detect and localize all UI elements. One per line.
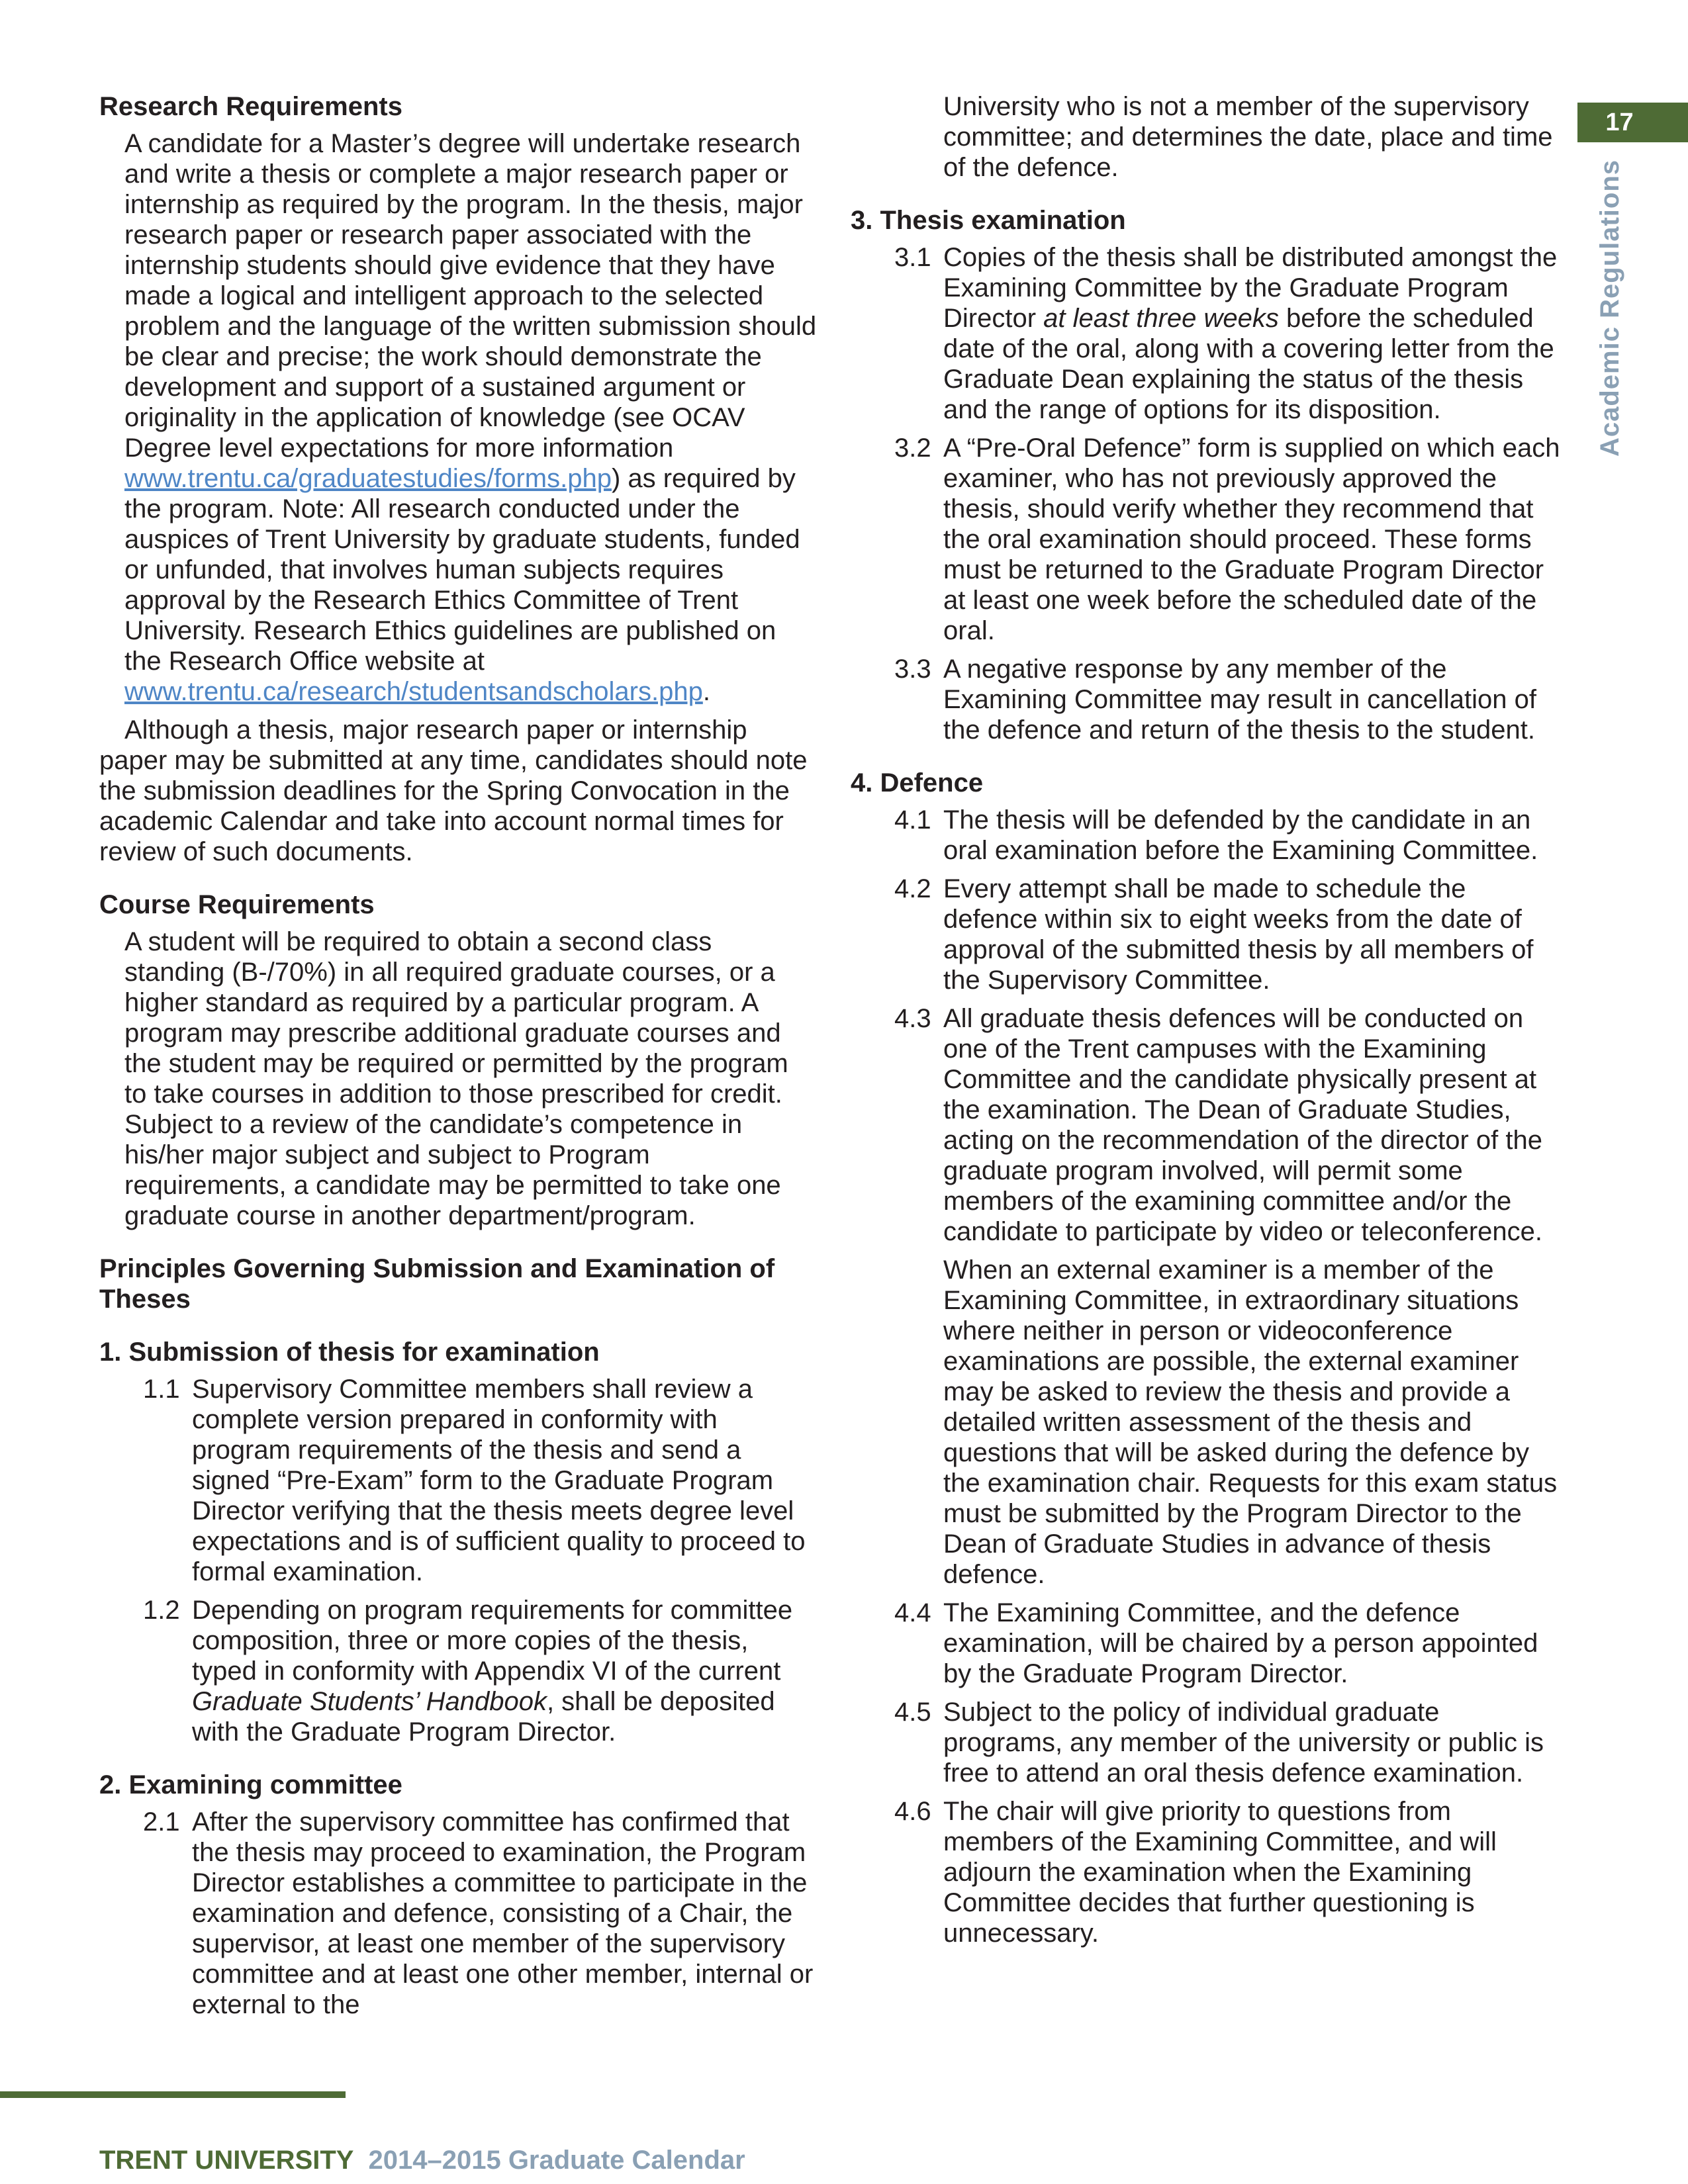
list-item: [851, 1697, 1562, 1788]
research-text-b: ) as required by the program. Note: All research conducted under the auspices of Trent University by graduate students, funded or unfunded, that involves human subjects requires approval by the Research Ethics Committee of Trent University. Research Ethics guidelines are published on the Research Office website at: [124, 464, 800, 676]
item-text: Every attempt shall be made to schedule the defence within six to eight weeks from the date of approval of the submitted thesis by all members of the Supervisory Committee.: [943, 874, 1534, 995]
list-item: [851, 242, 1562, 425]
list-item: [851, 654, 1562, 745]
item-text: Subject to the policy of individual graduate programs, any member of the university or public is free to attend an oral thesis defence examination.: [943, 1698, 1544, 1788]
item-text: The Examining Committee, and the defence examination, will be chaired by a person appointed by the Graduate Program Director.: [943, 1598, 1538, 1688]
item-text: Copies of the thesis shall be distributed amongst the Examining Committee by the Graduate Program Director at least three weeks before the scheduled date of the oral, along with a covering letter from the Graduate Dean explaining the status of the thesis and the range of options for its disposition.: [943, 243, 1558, 424]
item-text: A “Pre-Oral Defence” form is supplied on which each examiner, who has not previously approved the thesis, should verify whether they recommend that the oral examination should proceed. These forms must be returned to the Graduate Program Director at least one week before the scheduled date of the oral.: [943, 433, 1560, 645]
principles-heading: Principles Governing Submission and Examination of Theses: [99, 1254, 775, 1314]
item-text: Depending on program requirements for committee composition, three or more copies of the thesis, typed in conformity with Appendix VI of the current Graduate Students’ Handbook, shall be deposited with the Graduate Program Director.: [192, 1596, 793, 1747]
submission-heading: 1. Submission of thesis for examination: [99, 1338, 600, 1367]
emphasis-text: at least three weeks: [1043, 304, 1279, 333]
item-text: Supervisory Committee members shall review a complete version prepared in conformity with program requirements of the thesis and send a signed “Pre-Exam” form to the Graduate Program Director verifying that the thesis meets degree level expectations and is of sufficient quality to proceed to formal examination.: [192, 1375, 806, 1586]
item-number: 4.5: [894, 1698, 931, 1727]
item-number: 4.1: [894, 805, 931, 835]
thesis-examination-heading: 3. Thesis examination: [851, 206, 1126, 235]
list-item: [99, 1374, 818, 1587]
list-item: [851, 433, 1562, 646]
item-number: 1.2: [143, 1596, 180, 1625]
research-office-link[interactable]: www.trentu.ca/research/studentsandscholars.php: [124, 677, 703, 706]
section-side-label: Academic Regulations: [1595, 159, 1624, 457]
defence-external-examiner-paragraph: When an external examiner is a member of the Examining Committee, in extraordinary situations where neither in person or videoconference examinations are possible, the external examiner may be asked to review the thesis and provide a detailed written assessment of the thesis and questions that will be asked during the defence by the examination chair. Requests for this exam status must be submitted by the Program Director to the Dean of Graduate Studies in advance of thesis defence.: [943, 1255, 1558, 1589]
list-item: [851, 1796, 1562, 1948]
examining-committee-heading: 2. Examining committee: [99, 1770, 402, 1799]
right-column: [851, 91, 1562, 1956]
examining-continued: University who is not a member of the supervisory committee; and determines the date, place and time of the defence.: [943, 92, 1553, 182]
item-text: After the supervisory committee has confirmed that the thesis may proceed to examination, the Program Director establishes a committee to participate in the examination and defence, consisting of a Chair, the supervisor, at least one member of the supervisory committee and at least one other member, internal or external to the: [192, 1807, 814, 2019]
footer-rule: [0, 2091, 346, 2098]
list-item: [851, 1598, 1562, 1689]
item-number: 4.6: [894, 1797, 931, 1826]
left-column: [99, 91, 818, 2028]
course-requirements-heading: Course Requirements: [99, 890, 375, 919]
course-paragraph: A student will be required to obtain a second class standing (B-/70%) in all required graduate courses, or a higher standard as required by a particular program. A program may prescribe additional graduate courses and the student may be required or permitted by the program to take courses in addition to those prescribed for credit. Subject to a review of the candidate’s competence in his/her major subject and subject to Program requirements, a candidate may be permitted to take one graduate course in another department/program.: [124, 927, 788, 1230]
item-number: 4.4: [894, 1598, 931, 1627]
item-text: The chair will give priority to questions from members of the Examining Committee, and will adjourn the examination when the Examining Committee decides that further questioning is unnecessary.: [943, 1797, 1497, 1948]
item-number: 3.2: [894, 433, 931, 463]
item-number: 2.1: [143, 1807, 180, 1837]
list-item: [851, 1003, 1562, 1247]
handbook-title: Graduate Students’ Handbook: [192, 1687, 547, 1716]
research-requirements-heading: Research Requirements: [99, 92, 402, 121]
item-number: 3.3: [894, 655, 931, 684]
research-paragraph-2: Although a thesis, major research paper or internship paper may be submitted at any time, candidates should note the submission deadlines for the Spring Convocation in the academic Calendar and take into account normal times for review of such documents.: [99, 715, 808, 866]
item-text: The thesis will be defended by the candidate in an oral examination before the Examining Committee.: [943, 805, 1538, 865]
list-item: [851, 874, 1562, 995]
item-text: A negative response by any member of the Examining Committee may result in cancellation of the defence and return of the thesis to the student.: [943, 655, 1536, 745]
page-number: 17: [1577, 103, 1688, 142]
item-number: 3.1: [894, 243, 931, 272]
list-item: [99, 1595, 818, 1747]
item-number: 4.2: [894, 874, 931, 903]
list-item: [851, 805, 1562, 866]
footer-calendar: 2014–2015 Graduate Calendar: [368, 2146, 745, 2175]
research-text-c: .: [702, 677, 710, 706]
footer: [99, 2146, 745, 2175]
research-text-a: A candidate for a Master’s degree will undertake research and write a thesis or complete a major research paper or internship as required by the program. In the thesis, major research paper or research paper associated with the internship students should give evidence that they have made a logical and intelligent approach to the selected problem and the language of the written submission should be clear and precise; the work should demonstrate the development and support of a sustained argument or originality in the application of knowledge (see OCAV Degree level expectations for more information: [124, 129, 817, 463]
list-item: [99, 1807, 818, 2020]
forms-link[interactable]: www.trentu.ca/graduatestudies/forms.php: [124, 464, 612, 493]
item-number: 1.1: [143, 1375, 180, 1404]
item-text: All graduate thesis defences will be conducted on one of the Trent campuses with the Examining Committee and the candidate physically present at the examination. The Dean of Graduate Studies, acting on the recommendation of the director of the graduate program involved, will permit some members of the examining committee and/or the candidate to participate by video or teleconference.: [943, 1004, 1543, 1246]
defence-heading: 4. Defence: [851, 768, 984, 797]
item-number: 4.3: [894, 1004, 931, 1033]
footer-university: TRENT UNIVERSITY: [99, 2146, 354, 2175]
research-paragraph-1: [124, 128, 818, 707]
